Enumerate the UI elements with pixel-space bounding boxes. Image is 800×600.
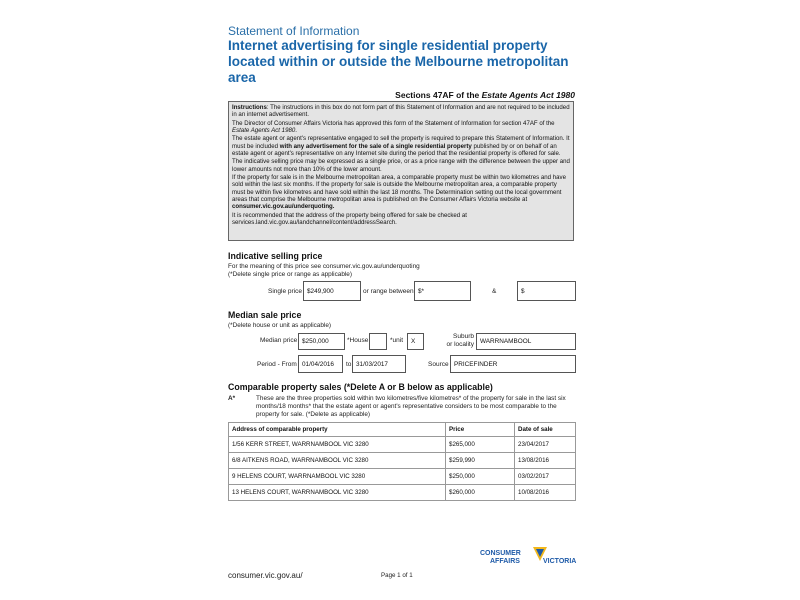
suburb-label-line2: or locality bbox=[446, 341, 474, 348]
logo-line-consumer: CONSUMER bbox=[480, 550, 521, 557]
range-high-field[interactable]: $ bbox=[517, 281, 576, 301]
logo-line-victoria: VICTORIA bbox=[543, 558, 577, 565]
row-date: 03/02/2017 bbox=[515, 469, 576, 485]
single-price-label: Single price bbox=[268, 288, 302, 295]
row-date: 23/04/2017 bbox=[515, 437, 576, 453]
instructions-p3 bbox=[232, 135, 570, 157]
instructions-p2-end: . bbox=[295, 127, 297, 135]
instructions-heading: Instructions bbox=[232, 104, 267, 111]
range-and-label: & bbox=[492, 288, 497, 295]
range-low-field[interactable]: $* bbox=[414, 281, 471, 301]
row-price: $250,000 bbox=[446, 469, 515, 485]
table-row bbox=[229, 485, 576, 501]
instructions-box bbox=[228, 101, 574, 241]
comparable-heading: Comparable property sales (*Delete A or B below as applicable) bbox=[228, 382, 493, 392]
source-field[interactable]: PRICEFINDER bbox=[450, 355, 576, 373]
period-from-field[interactable]: 01/04/2016 bbox=[298, 355, 343, 373]
suburb-label bbox=[446, 333, 474, 349]
instructions-p3-a: The estate agent or agent's representative engaged to sell the property is required to prepare this Statement of Information. It must be included bbox=[232, 135, 570, 150]
comparable-marker: A* bbox=[228, 395, 236, 402]
column-header-price: Price bbox=[446, 423, 515, 437]
single-price-field[interactable]: $249,900 bbox=[303, 281, 361, 301]
consumer-affairs-logo bbox=[480, 547, 580, 575]
instructions-p2-act: Estate Agents Act 1980 bbox=[232, 127, 296, 135]
indicative-note-2: (*Delete single price or range as applicable) bbox=[228, 271, 352, 278]
instructions-p2 bbox=[232, 120, 570, 135]
sections-prefix: Sections 47AF of the bbox=[395, 90, 482, 100]
row-address: 13 HELENS COURT, WARRNAMBOOL VIC 3280 bbox=[229, 485, 446, 501]
instructions-p3-bold: with any advertisement for the sale of a single residential property bbox=[279, 142, 472, 150]
instructions-p1-text: : The instructions in this box do not form part of this Statement of Information and are not required to be included in an internet advertisement. bbox=[232, 104, 570, 119]
instructions-p6: It is recommended that the address of the property being offered for sale be checked at services.land.vic.gov.au/landchannel/content/addressSearch. bbox=[232, 211, 467, 227]
instructions-p3-b: published by or on behalf of an estate agent or agent's representative on any Internet site during the period that the residential property is offered for sale. bbox=[232, 142, 561, 158]
median-price-field[interactable]: $250,000 bbox=[298, 333, 345, 350]
instructions-p2-text: The Director of Consumer Affairs Victoria has approved this form of the Statement of Information for section 47AF of the bbox=[232, 119, 555, 127]
table-row bbox=[229, 469, 576, 485]
page-title: Internet advertising for single residential property located within or outside the Melbourne metropolitan area bbox=[228, 38, 569, 85]
row-price: $265,000 bbox=[446, 437, 515, 453]
table-header-row bbox=[229, 423, 576, 437]
document-page bbox=[212, 20, 588, 590]
instructions-p5-link: consumer.vic.gov.au/underquoting. bbox=[232, 203, 335, 211]
logo-line-affairs: AFFAIRS bbox=[490, 558, 520, 565]
instructions-p5 bbox=[232, 174, 570, 211]
median-heading: Median sale price bbox=[228, 310, 302, 320]
period-to-label: to bbox=[346, 361, 352, 368]
statement-label: Statement of Information bbox=[228, 24, 360, 38]
comparable-table bbox=[228, 422, 576, 501]
indicative-heading: Indicative selling price bbox=[228, 251, 323, 261]
sections-reference bbox=[395, 90, 575, 100]
instructions-p4: The indicative selling price may be expressed as a single price, or as a price range with the difference between the upper and lower amounts not more than 10% of the lower amount. bbox=[232, 158, 570, 173]
source-label: Source bbox=[428, 361, 449, 368]
period-from-label: Period - From bbox=[257, 361, 297, 368]
unit-label: *unit bbox=[390, 337, 404, 344]
row-address: 1/56 KERR STREET, WARRNAMBOOL VIC 3280 bbox=[229, 437, 446, 453]
column-header-address: Address of comparable property bbox=[229, 423, 446, 437]
comparable-description: These are the three properties sold within two kilometres/five kilometres* of the property for sale in the last six months/18 months* that the estate agent or agent's representative considers to be most comparable to the property for sale. (*Delete as applicable) bbox=[256, 395, 566, 418]
indicative-note-1: For the meaning of this price see consumer.vic.gov.au/underquoting bbox=[228, 263, 420, 270]
sections-act: Estate Agents Act 1980 bbox=[481, 90, 575, 100]
house-checkbox[interactable] bbox=[369, 333, 387, 350]
row-address: 9 HELENS COURT, WARRNAMBOOL VIC 3280 bbox=[229, 469, 446, 485]
page-number: Page 1 of 1 bbox=[381, 572, 413, 579]
row-price: $260,000 bbox=[446, 485, 515, 501]
table-row bbox=[229, 453, 576, 469]
table-row bbox=[229, 437, 576, 453]
footer-url[interactable]: consumer.vic.gov.au/ bbox=[228, 571, 303, 580]
median-price-label: Median price bbox=[260, 337, 298, 344]
suburb-label-line1: Suburb bbox=[453, 333, 474, 340]
median-note: (*Delete house or unit as applicable) bbox=[228, 322, 332, 329]
instructions-p5-a: If the property for sale is in the Melbourne metropolitan area, a comparable property must be within two kilometres and have sold within the last six months. If the property for sale is outside the Melbourne metropolitan area, a comparable property must be within five kilometres and have sold within the last 18 months. The Determination setting out the local government areas that comprise the Melbourne metropolitan area is published on the Consumer Affairs Victoria website at bbox=[232, 173, 566, 204]
column-header-date: Date of sale bbox=[515, 423, 576, 437]
period-to-field[interactable]: 31/03/2017 bbox=[352, 355, 406, 373]
instructions-p1 bbox=[232, 104, 570, 119]
unit-checkbox[interactable]: X bbox=[407, 333, 424, 350]
row-date: 13/08/2016 bbox=[515, 453, 576, 469]
row-date: 10/08/2016 bbox=[515, 485, 576, 501]
range-label: or range between bbox=[363, 288, 414, 295]
house-label: *House bbox=[347, 337, 369, 344]
row-price: $259,990 bbox=[446, 453, 515, 469]
suburb-field[interactable]: WARRNAMBOOL bbox=[476, 333, 576, 350]
row-address: 6/8 AITKENS ROAD, WARRNAMBOOL VIC 3280 bbox=[229, 453, 446, 469]
